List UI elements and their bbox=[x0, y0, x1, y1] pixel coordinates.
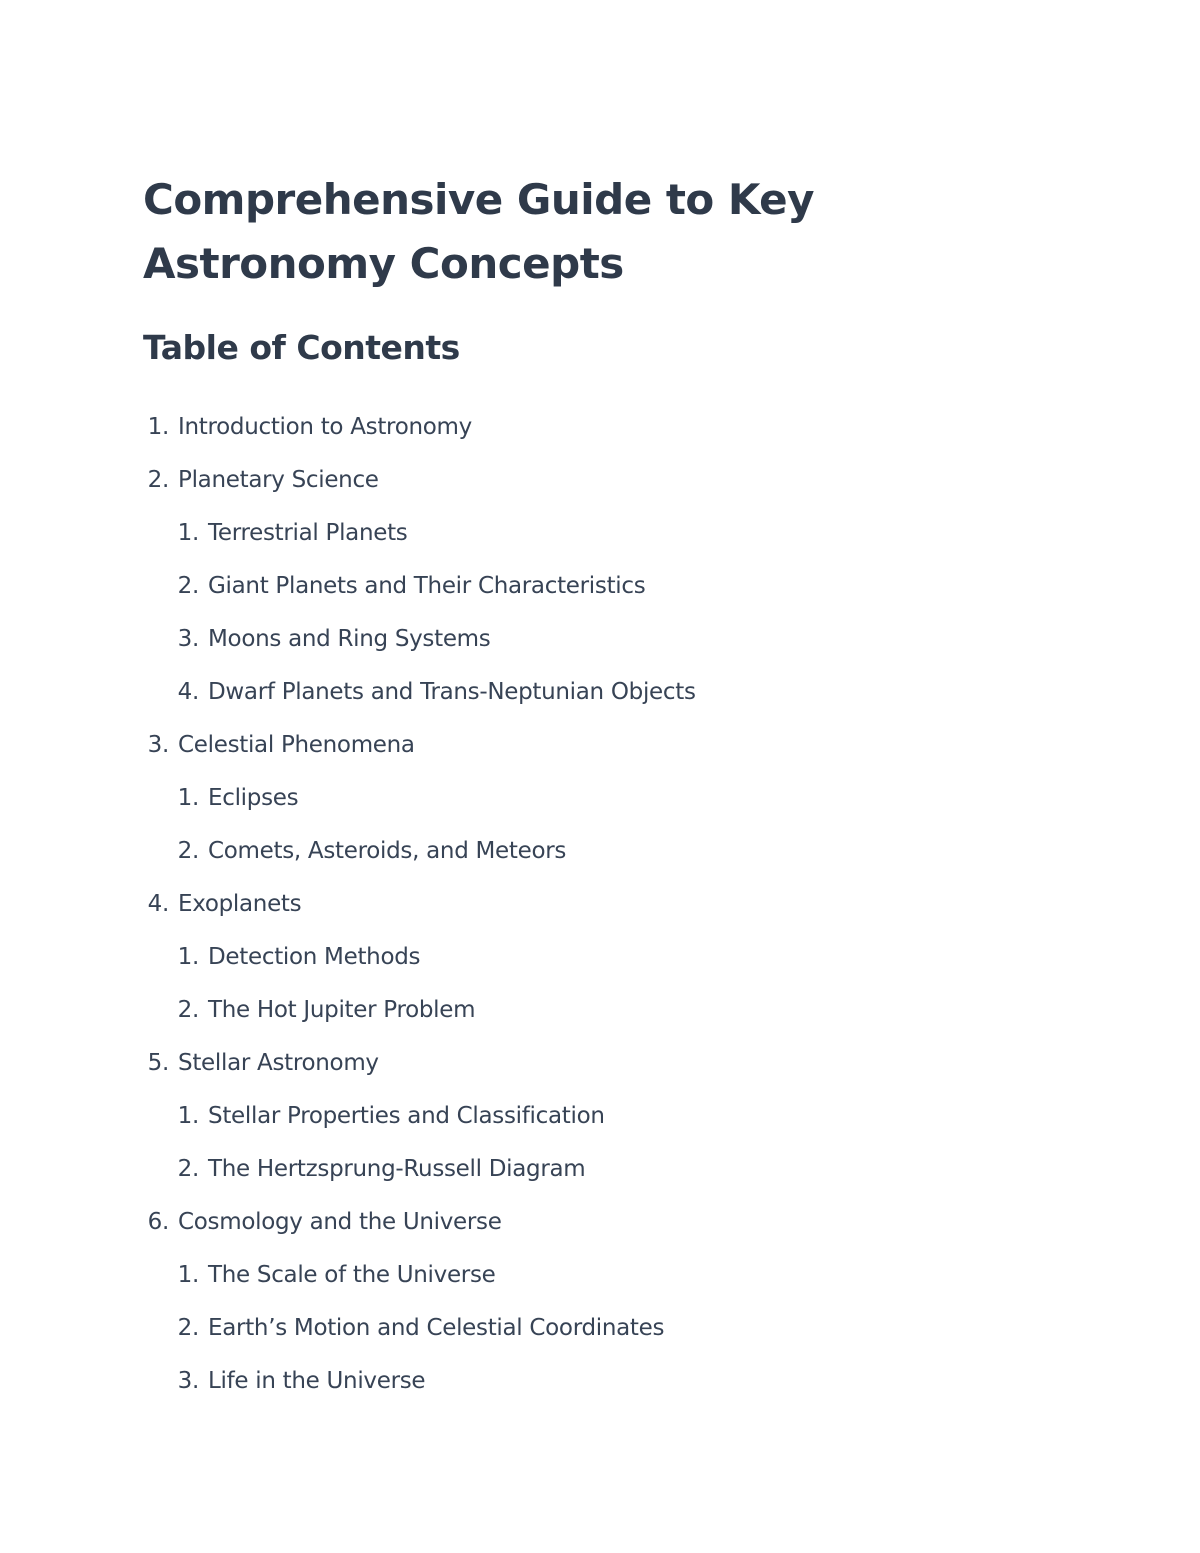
toc-item-label: Moons and Ring Systems bbox=[208, 626, 491, 652]
toc-item-label: Exoplanets bbox=[178, 891, 302, 917]
toc-item-number: 2. bbox=[177, 838, 199, 864]
toc-subitem[interactable] bbox=[143, 931, 1103, 984]
toc-item[interactable] bbox=[143, 1196, 1103, 1249]
toc-item-number: 2. bbox=[177, 1156, 199, 1182]
toc-subitem[interactable] bbox=[143, 984, 1103, 1037]
toc-subitem[interactable] bbox=[143, 560, 1103, 613]
toc-item-label: The Scale of the Universe bbox=[208, 1262, 496, 1288]
toc-item-label: Life in the Universe bbox=[208, 1368, 426, 1394]
toc-item-number: 1. bbox=[177, 1103, 199, 1129]
toc-item[interactable] bbox=[143, 401, 1103, 454]
toc-subitem[interactable] bbox=[143, 666, 1103, 719]
toc-item-label: Detection Methods bbox=[208, 944, 421, 970]
toc-item-number: 6. bbox=[147, 1209, 169, 1235]
toc-item-label: Stellar Properties and Classification bbox=[208, 1103, 605, 1129]
toc-item-number: 2. bbox=[177, 997, 199, 1023]
toc-item[interactable] bbox=[143, 719, 1103, 772]
toc-item-label: Eclipses bbox=[208, 785, 299, 811]
toc-subitem[interactable] bbox=[143, 507, 1103, 560]
toc-item-number: 3. bbox=[147, 732, 169, 758]
toc-item-label: The Hertzsprung-Russell Diagram bbox=[208, 1156, 586, 1182]
toc-item[interactable] bbox=[143, 454, 1103, 507]
toc-subitem[interactable] bbox=[143, 1090, 1103, 1143]
toc-item-label: Earth’s Motion and Celestial Coordinates bbox=[208, 1315, 665, 1341]
toc-item-number: 2. bbox=[177, 1315, 199, 1341]
toc-subitem[interactable] bbox=[143, 825, 1103, 878]
toc-item-label: Planetary Science bbox=[178, 467, 379, 493]
toc-item-number: 3. bbox=[177, 1368, 199, 1394]
toc-item-label: Dwarf Planets and Trans-Neptunian Objects bbox=[208, 679, 696, 705]
toc-subitem[interactable] bbox=[143, 613, 1103, 666]
document-title-line-1: Comprehensive Guide to Key bbox=[143, 175, 815, 224]
toc-subitem[interactable] bbox=[143, 1249, 1103, 1302]
toc-item-label: Cosmology and the Universe bbox=[178, 1209, 502, 1235]
toc-item-label: Celestial Phenomena bbox=[178, 732, 415, 758]
document-title-line-2: Astronomy Concepts bbox=[143, 239, 624, 288]
table-of-contents bbox=[143, 401, 1103, 1408]
toc-item-number: 4. bbox=[147, 891, 169, 917]
toc-item-number: 2. bbox=[177, 573, 199, 599]
toc-item-number: 1. bbox=[177, 944, 199, 970]
toc-item-number: 1. bbox=[177, 785, 199, 811]
toc-subitem[interactable] bbox=[143, 772, 1103, 825]
document-page bbox=[143, 168, 1103, 1408]
toc-item[interactable] bbox=[143, 878, 1103, 931]
toc-subitem[interactable] bbox=[143, 1355, 1103, 1408]
toc-item-number: 4. bbox=[177, 679, 199, 705]
toc-item-label: Giant Planets and Their Characteristics bbox=[208, 573, 646, 599]
toc-subitem[interactable] bbox=[143, 1302, 1103, 1355]
toc-item[interactable] bbox=[143, 1037, 1103, 1090]
toc-item-label: Terrestrial Planets bbox=[208, 520, 408, 546]
toc-item-number: 1. bbox=[177, 1262, 199, 1288]
toc-item-number: 1. bbox=[177, 520, 199, 546]
toc-item-label: Stellar Astronomy bbox=[178, 1050, 379, 1076]
toc-item-label: Comets, Asteroids, and Meteors bbox=[208, 838, 567, 864]
toc-item-number: 3. bbox=[177, 626, 199, 652]
document-title bbox=[143, 168, 863, 296]
toc-heading: Table of Contents bbox=[143, 328, 460, 367]
toc-item-label: Introduction to Astronomy bbox=[178, 414, 472, 440]
toc-subitem[interactable] bbox=[143, 1143, 1103, 1196]
toc-item-number: 2. bbox=[147, 467, 169, 493]
toc-item-number: 5. bbox=[147, 1050, 169, 1076]
toc-item-number: 1. bbox=[147, 414, 169, 440]
toc-item-label: The Hot Jupiter Problem bbox=[208, 997, 476, 1023]
